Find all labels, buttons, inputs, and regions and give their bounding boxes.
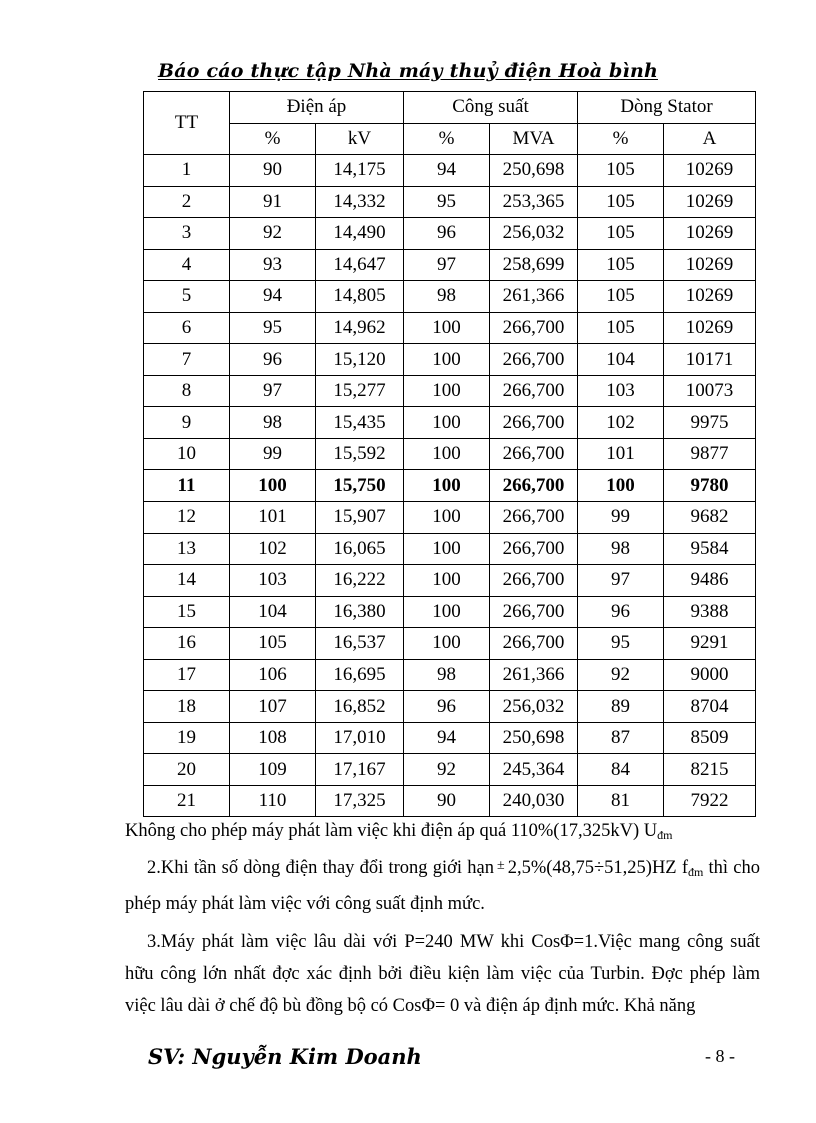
table-cell: 10171	[664, 344, 756, 376]
table-cell: 105	[230, 628, 316, 660]
table-cell: 266,700	[490, 502, 578, 534]
table-cell: 3	[144, 218, 230, 250]
table-cell: 266,700	[490, 533, 578, 565]
table-cell: 9486	[664, 565, 756, 597]
group-header-voltage: Điện áp	[230, 92, 404, 124]
table-cell: 104	[578, 344, 664, 376]
table-row	[144, 628, 756, 660]
table-cell: 10073	[664, 375, 756, 407]
table-cell: 10269	[664, 281, 756, 313]
table-cell: 92	[578, 659, 664, 691]
table-cell: 104	[230, 596, 316, 628]
table-cell: 266,700	[490, 628, 578, 660]
table-cell: 101	[230, 502, 316, 534]
table-cell: 15,277	[316, 375, 404, 407]
table-row	[144, 533, 756, 565]
table-cell: 9	[144, 407, 230, 439]
unit-header: A	[664, 123, 756, 155]
table-cell: 100	[404, 407, 490, 439]
table-cell: 9584	[664, 533, 756, 565]
subscript-dm: đm	[657, 828, 673, 842]
table-cell: 87	[578, 722, 664, 754]
table-cell: 266,700	[490, 344, 578, 376]
table-cell: 102	[578, 407, 664, 439]
table-cell: 92	[404, 754, 490, 786]
table-cell: 266,700	[490, 438, 578, 470]
table-cell: 5	[144, 281, 230, 313]
table-cell: 4	[144, 249, 230, 281]
table-row	[144, 470, 756, 502]
table-cell: 100	[404, 470, 490, 502]
table-cell: 266,700	[490, 375, 578, 407]
table-row	[144, 186, 756, 218]
table-cell: 105	[578, 312, 664, 344]
table-cell: 105	[578, 155, 664, 187]
table-cell: 256,032	[490, 691, 578, 723]
table-cell: 92	[230, 218, 316, 250]
table-row	[144, 502, 756, 534]
table-cell: 97	[230, 375, 316, 407]
paragraph-text: 2,5%(48,75÷51,25)HZ f	[507, 858, 688, 878]
table-cell: 10269	[664, 186, 756, 218]
table-cell: 100	[404, 533, 490, 565]
subscript-dm: đm	[687, 865, 704, 879]
table-cell: 14	[144, 565, 230, 597]
table-cell: 15,120	[316, 344, 404, 376]
table-cell: 8509	[664, 722, 756, 754]
table-cell: 18	[144, 691, 230, 723]
table-row	[144, 565, 756, 597]
table-cell: 15,435	[316, 407, 404, 439]
table-cell: 96	[230, 344, 316, 376]
table-cell: 10269	[664, 218, 756, 250]
table-cell: 9682	[664, 502, 756, 534]
group-header-power: Công suất	[404, 92, 578, 124]
table-cell: 15	[144, 596, 230, 628]
table-cell: 10	[144, 438, 230, 470]
table-cell: 2	[144, 186, 230, 218]
table-cell: 100	[404, 502, 490, 534]
table-cell: 100	[404, 628, 490, 660]
table-cell: 17,010	[316, 722, 404, 754]
table-cell: 9291	[664, 628, 756, 660]
table-cell: 94	[230, 281, 316, 313]
table-row	[144, 407, 756, 439]
table-cell: 14,647	[316, 249, 404, 281]
table-row	[144, 249, 756, 281]
table-cell: 266,700	[490, 470, 578, 502]
table-cell: 15,592	[316, 438, 404, 470]
table-cell: 101	[578, 438, 664, 470]
table-cell: 106	[230, 659, 316, 691]
table-cell: 97	[578, 565, 664, 597]
table-cell: 10269	[664, 312, 756, 344]
table-cell: 17,325	[316, 785, 404, 817]
table-cell: 17,167	[316, 754, 404, 786]
column-header-tt: TT	[144, 92, 230, 155]
table-cell: 8215	[664, 754, 756, 786]
unit-header: %	[404, 123, 490, 155]
table-cell: 7922	[664, 785, 756, 817]
table-cell: 9388	[664, 596, 756, 628]
table-cell: 261,366	[490, 281, 578, 313]
table-cell: 99	[230, 438, 316, 470]
table-cell: 13	[144, 533, 230, 565]
table-cell: 98	[404, 281, 490, 313]
table-cell: 1	[144, 155, 230, 187]
table-cell: 103	[578, 375, 664, 407]
table-cell: 256,032	[490, 218, 578, 250]
table-cell: 16,537	[316, 628, 404, 660]
table-cell: 11	[144, 470, 230, 502]
table-cell: 100	[404, 565, 490, 597]
table-cell: 16,695	[316, 659, 404, 691]
unit-header: %	[578, 123, 664, 155]
table-cell: 9877	[664, 438, 756, 470]
table-cell: 91	[230, 186, 316, 218]
unit-header: kV	[316, 123, 404, 155]
table-cell: 107	[230, 691, 316, 723]
table-cell: 110	[230, 785, 316, 817]
table-row	[144, 155, 756, 187]
table-cell: 14,332	[316, 186, 404, 218]
table-cell: 97	[404, 249, 490, 281]
table-row	[144, 722, 756, 754]
table-row	[144, 754, 756, 786]
table-cell: 96	[404, 691, 490, 723]
unit-header: %	[230, 123, 316, 155]
table-cell: 266,700	[490, 407, 578, 439]
table-cell: 250,698	[490, 155, 578, 187]
table-cell: 96	[404, 218, 490, 250]
table-cell: 9000	[664, 659, 756, 691]
table-cell: 10269	[664, 249, 756, 281]
paragraph-text: Không cho phép máy phát làm việc khi điện áp quá 110%(17,325kV) U	[125, 821, 658, 841]
table-cell: 84	[578, 754, 664, 786]
table-cell: 266,700	[490, 312, 578, 344]
paragraph-frequency	[125, 850, 760, 920]
table-cell: 90	[230, 155, 316, 187]
table-cell: 90	[404, 785, 490, 817]
table-row	[144, 281, 756, 313]
table-cell: 8704	[664, 691, 756, 723]
table-cell: 258,699	[490, 249, 578, 281]
table-cell: 100	[578, 470, 664, 502]
table-cell: 100	[230, 470, 316, 502]
table-cell: 15,750	[316, 470, 404, 502]
table-cell: 105	[578, 218, 664, 250]
table-cell: 16	[144, 628, 230, 660]
table-cell: 98	[404, 659, 490, 691]
paragraph-text: 3.Máy phát làm việc lâu dài với P=240 MW khi CosΦ=1.Việc mang công suất hữu công lớn nhất đợc xác định bởi điều kiện làm việc của Turbin. Đợc phép làm việc lâu dài ở chế độ bù đồng bộ có CosΦ= 0 và điện áp định mức. Khả năng	[125, 932, 760, 1016]
table-cell: 109	[230, 754, 316, 786]
paragraph-text: 2.Khi tần số dòng điện thay đổi trong giới hạn	[147, 858, 494, 878]
table-cell: 17	[144, 659, 230, 691]
table-cell: 108	[230, 722, 316, 754]
table-cell: 9780	[664, 470, 756, 502]
table-cell: 266,700	[490, 565, 578, 597]
table-cell: 240,030	[490, 785, 578, 817]
header-title-text: Báo cáo thực tập Nhà máy thuỷ điện Hoà bình	[158, 60, 658, 82]
table-cell: 105	[578, 186, 664, 218]
table-cell: 266,700	[490, 596, 578, 628]
paragraph-voltage-limit	[125, 815, 765, 851]
table-cell: 100	[404, 596, 490, 628]
table-cell: 94	[404, 155, 490, 187]
table-cell: 100	[404, 438, 490, 470]
page-number: - 8 -	[705, 1046, 735, 1066]
table-row	[144, 375, 756, 407]
table-cell: 89	[578, 691, 664, 723]
unit-header: MVA	[490, 123, 578, 155]
table-row	[144, 218, 756, 250]
table-row	[144, 785, 756, 817]
table-row	[144, 344, 756, 376]
table-cell: 250,698	[490, 722, 578, 754]
table-row	[144, 438, 756, 470]
footer-author: SV: Nguyễn Kim Doanh	[148, 1044, 422, 1069]
table-cell: 14,962	[316, 312, 404, 344]
table-cell: 99	[578, 502, 664, 534]
table-cell: 81	[578, 785, 664, 817]
table-cell: 16,222	[316, 565, 404, 597]
paragraph-long-term-operation	[125, 926, 760, 1022]
table-cell: 103	[230, 565, 316, 597]
table-cell: 14,805	[316, 281, 404, 313]
table-cell: 253,365	[490, 186, 578, 218]
table-cell: 100	[404, 344, 490, 376]
table-cell: 102	[230, 533, 316, 565]
table-cell: 105	[578, 249, 664, 281]
table-cell: 105	[578, 281, 664, 313]
page-header-title	[0, 60, 816, 82]
table-cell: 14,175	[316, 155, 404, 187]
table-cell: 94	[404, 722, 490, 754]
table-cell: 12	[144, 502, 230, 534]
table-cell: 15,907	[316, 502, 404, 534]
table-cell: 10269	[664, 155, 756, 187]
table-cell: 96	[578, 596, 664, 628]
table-row	[144, 312, 756, 344]
table-cell: 261,366	[490, 659, 578, 691]
table-row	[144, 691, 756, 723]
table-cell: 21	[144, 785, 230, 817]
table-cell: 8	[144, 375, 230, 407]
table-cell: 9975	[664, 407, 756, 439]
table-cell: 93	[230, 249, 316, 281]
table-cell: 16,852	[316, 691, 404, 723]
table-cell: 95	[230, 312, 316, 344]
table-cell: 19	[144, 722, 230, 754]
table-cell: 100	[404, 312, 490, 344]
table-cell: 95	[578, 628, 664, 660]
table-cell: 98	[230, 407, 316, 439]
table-row	[144, 659, 756, 691]
table-row	[144, 596, 756, 628]
table-cell: 16,380	[316, 596, 404, 628]
table-cell: 16,065	[316, 533, 404, 565]
table-cell: 100	[404, 375, 490, 407]
table-cell: 20	[144, 754, 230, 786]
table-cell: 95	[404, 186, 490, 218]
paragraph-text: thì cho phép máy phát làm việc với công suất định mức.	[125, 858, 760, 914]
group-header-stator-current: Dòng Stator	[578, 92, 756, 124]
table-cell: 6	[144, 312, 230, 344]
table-cell: 98	[578, 533, 664, 565]
generator-parameter-table	[143, 91, 756, 817]
table-cell: 245,364	[490, 754, 578, 786]
table-body	[144, 155, 756, 817]
table-cell: 14,490	[316, 218, 404, 250]
plus-minus-symbol: ±	[497, 858, 505, 873]
table-cell: 7	[144, 344, 230, 376]
